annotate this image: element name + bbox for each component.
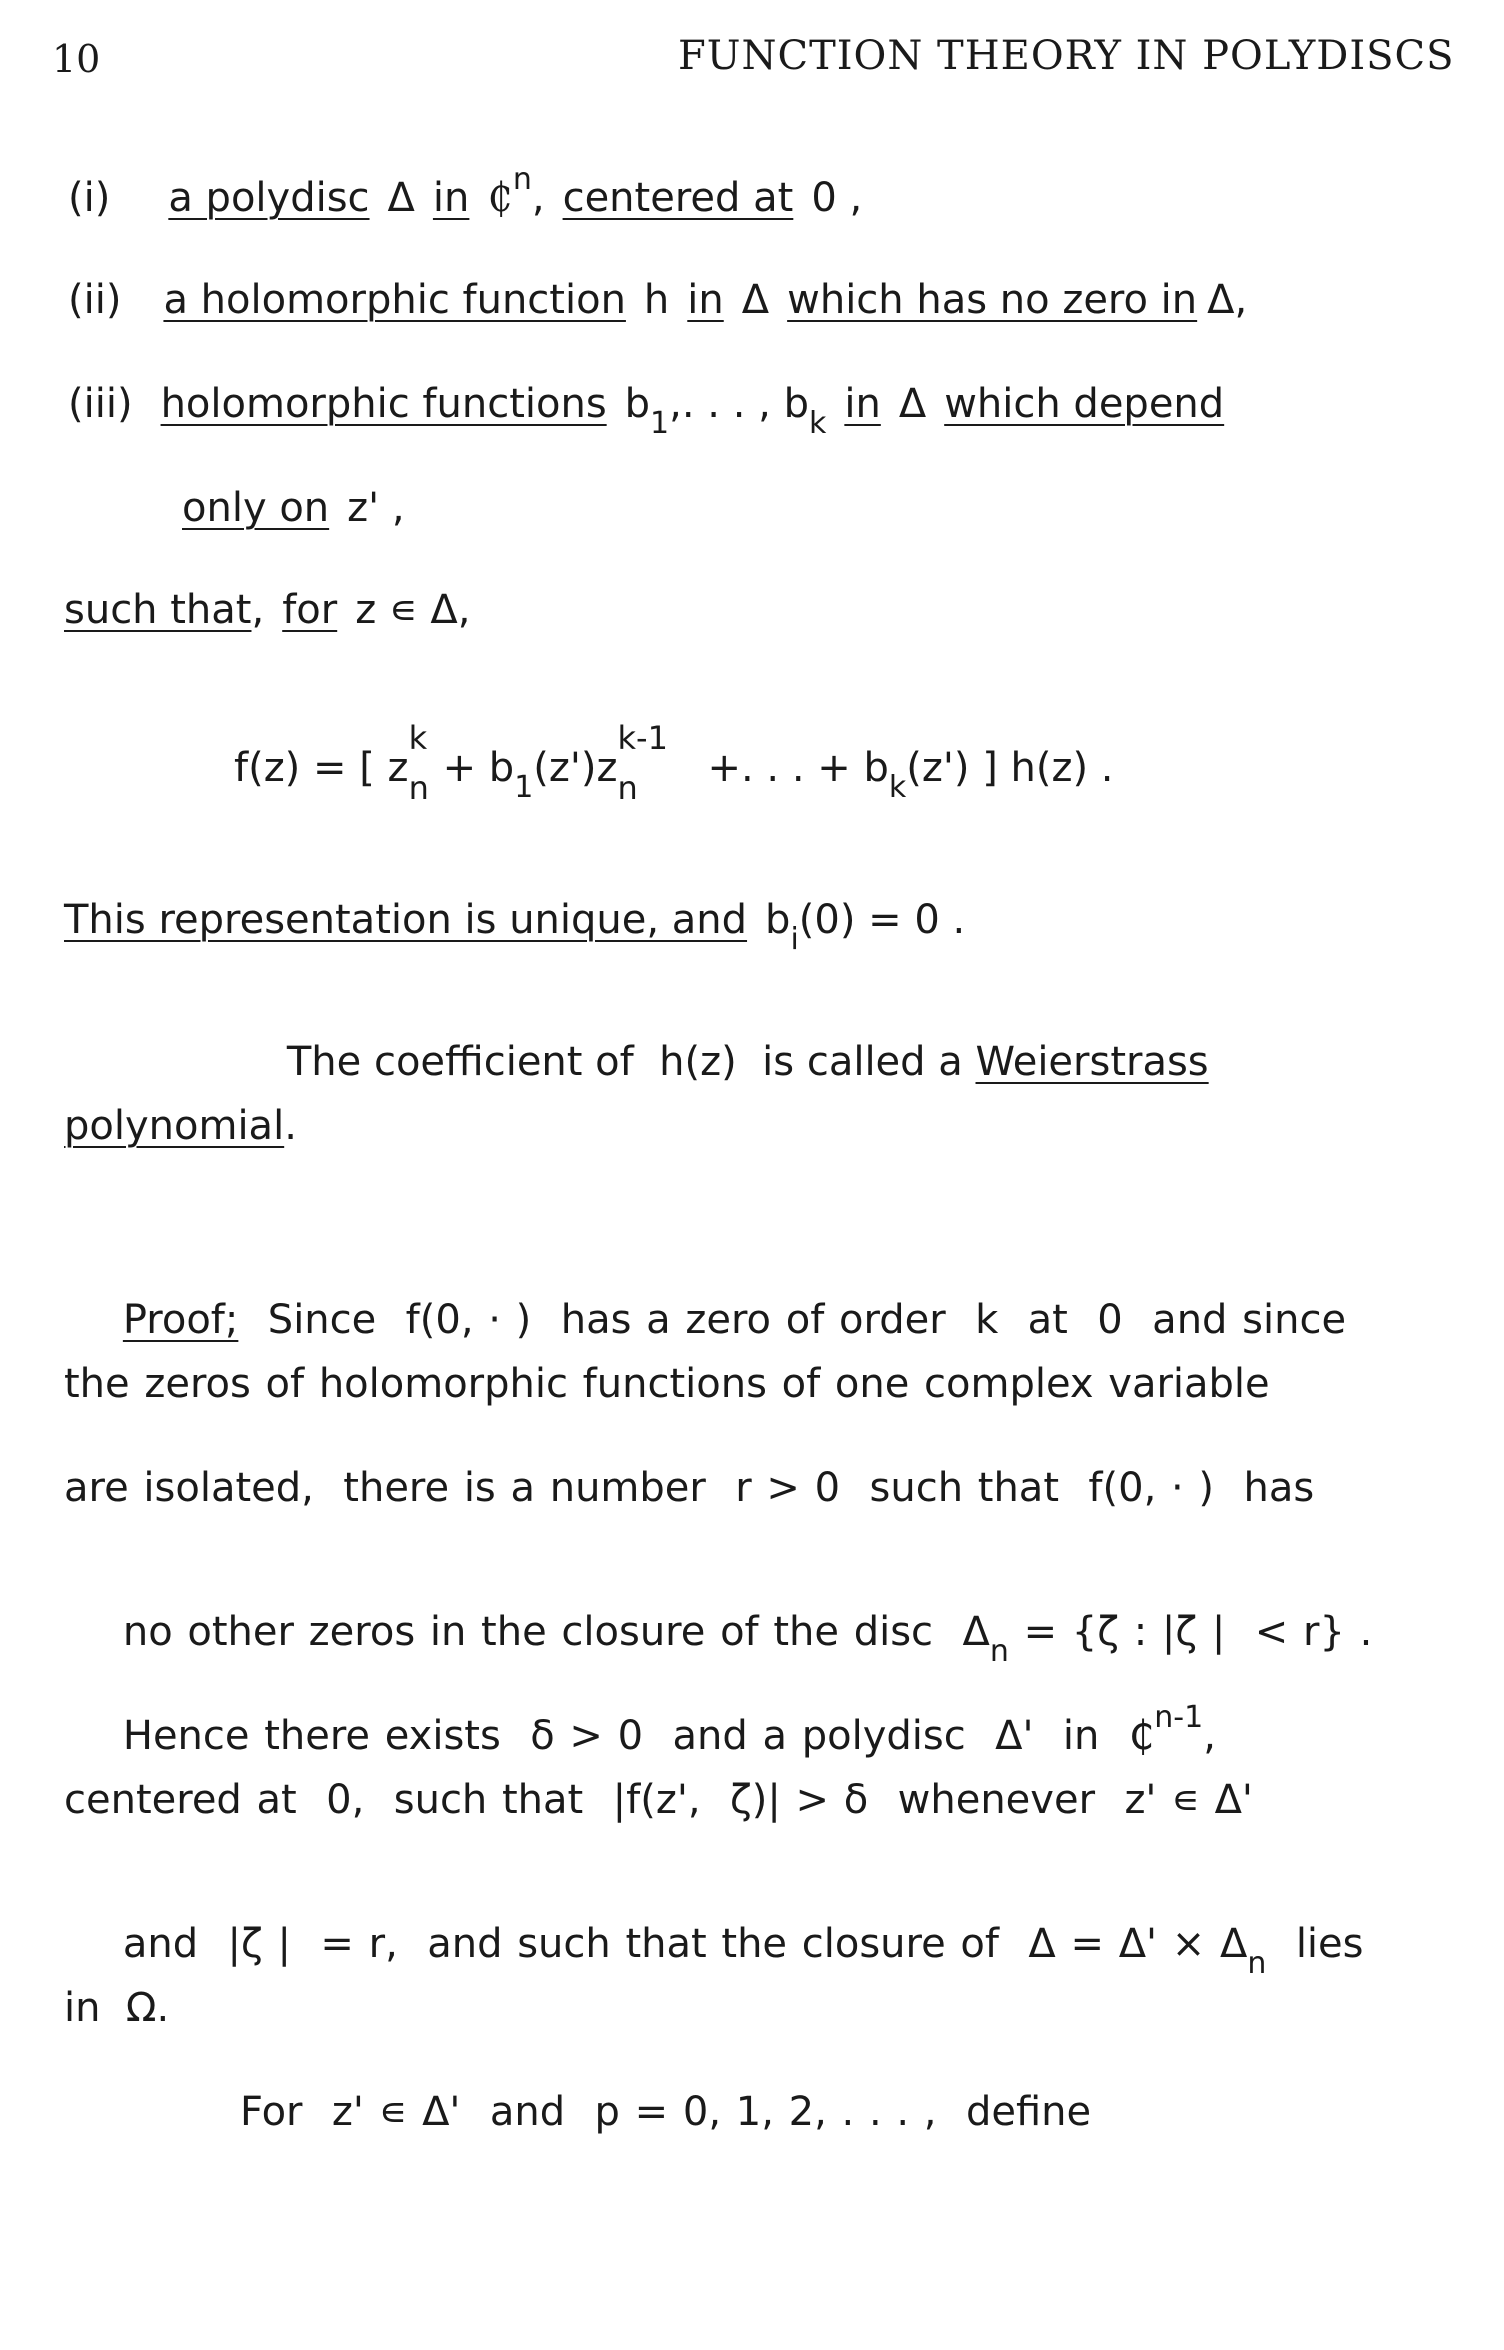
item-iii-text3: which depend bbox=[944, 381, 1225, 427]
z-in-delta: z ∊ Δ, bbox=[355, 587, 471, 633]
polynomial-term: polynomial bbox=[64, 1103, 285, 1149]
zn-k-script bbox=[408, 719, 443, 807]
delta-symbol: Δ bbox=[387, 175, 415, 221]
period: . bbox=[284, 1103, 297, 1149]
proof-text-5a: Hence there exists δ > 0 and a polydisc Δ' in ₵ bbox=[122, 1713, 1155, 1759]
item-i-zero: 0 , bbox=[811, 175, 863, 221]
subscript-n: n bbox=[617, 769, 638, 807]
proof-text-1: Since f(0, · ) has a zero of order k at 0 and since bbox=[267, 1297, 1347, 1343]
uniqueness-rest: (0) = 0 . bbox=[798, 897, 966, 943]
h-symbol: h bbox=[643, 277, 670, 323]
subscript-n: n bbox=[408, 769, 429, 807]
comma: , bbox=[531, 175, 545, 221]
item-iii-text4: only on bbox=[182, 485, 330, 531]
superscript-n: n bbox=[512, 162, 532, 197]
uniqueness-text: This representation is unique, and bbox=[64, 897, 748, 943]
complex-c-symbol: ₵ bbox=[487, 175, 513, 221]
b-symbol: b bbox=[624, 381, 651, 427]
definition-line-2 bbox=[64, 1103, 297, 1149]
superscript-k-minus-1: k-1 bbox=[617, 719, 668, 757]
definition-text: The coefficient of h(z) is called a bbox=[286, 1039, 963, 1085]
for-text: for bbox=[282, 587, 338, 633]
delta-symbol: Δ bbox=[898, 381, 927, 427]
superscript-n-minus-1: n-1 bbox=[1154, 1700, 1204, 1735]
proof-label: Proof; bbox=[122, 1297, 239, 1343]
zn-k1-script bbox=[617, 719, 707, 807]
item-ii bbox=[68, 277, 1248, 323]
item-i-text3: centered at bbox=[562, 175, 794, 221]
equation-part-e: (z') ] h(z) . bbox=[906, 745, 1114, 791]
proof-text-4b: = {ζ : |ζ | < r} . bbox=[1008, 1609, 1373, 1655]
item-ii-text1: a holomorphic function bbox=[163, 277, 626, 323]
item-iii-continuation bbox=[182, 485, 405, 531]
proof-text-7a: and |ζ | = r, and such that the closure of Δ = Δ' × Δ bbox=[122, 1921, 1248, 1967]
proof-line-3: are isolated, there is a number r > 0 such that f(0, · ) has bbox=[64, 1465, 1315, 1511]
z-prime: z' , bbox=[347, 485, 405, 531]
subscript-1: 1 bbox=[650, 406, 670, 441]
running-title: FUNCTION THEORY IN POLYDISCS bbox=[678, 33, 1455, 79]
such-that-line bbox=[64, 587, 471, 633]
equation-part-b: + b bbox=[442, 745, 515, 791]
item-ii-tail: Δ, bbox=[1207, 277, 1248, 323]
proof-line-4 bbox=[64, 1572, 1372, 1692]
item-i bbox=[68, 162, 863, 221]
proof-line-7 bbox=[64, 1884, 1364, 2004]
subscript-1: 1 bbox=[514, 770, 534, 805]
comma: , bbox=[1203, 1713, 1216, 1759]
b-sequence: ,. . . , b bbox=[669, 381, 809, 427]
comma: , bbox=[251, 587, 265, 633]
item-iii-text1: holomorphic functions bbox=[160, 381, 607, 427]
weierstrass-term: Weierstrass bbox=[975, 1039, 1209, 1085]
proof-line-2: the zeros of holomorphic functions of one complex variable bbox=[64, 1361, 1270, 1407]
proof-line-9: For z' ∊ Δ' and p = 0, 1, 2, . . . , define bbox=[240, 2089, 1092, 2135]
item-i-label: (i) bbox=[68, 175, 111, 221]
subscript-i: i bbox=[790, 922, 799, 957]
subscript-k: k bbox=[808, 406, 827, 441]
subscript-k: k bbox=[888, 770, 907, 805]
uniqueness-line bbox=[64, 897, 966, 957]
subscript-n: n bbox=[1247, 1946, 1267, 1981]
item-ii-label: (ii) bbox=[68, 277, 122, 323]
proof-line-6: centered at 0, such that |f(z', ζ)| > δ whenever z' ∊ Δ' bbox=[64, 1777, 1253, 1823]
equation-part-c: (z')z bbox=[533, 745, 618, 791]
page-number: 10 bbox=[52, 37, 101, 81]
item-iii-label: (iii) bbox=[68, 381, 133, 427]
item-ii-text2: in bbox=[687, 277, 724, 323]
proof-text-7b: lies bbox=[1266, 1921, 1364, 1967]
subscript-n: n bbox=[989, 1634, 1009, 1669]
item-ii-text3: which has no zero in bbox=[787, 277, 1198, 323]
weierstrass-equation bbox=[234, 719, 1114, 807]
delta-symbol: Δ bbox=[741, 277, 770, 323]
item-iii bbox=[68, 381, 1225, 441]
b-symbol: b bbox=[765, 897, 791, 943]
proof-text-4a: no other zeros in the closure of the disc Δ bbox=[122, 1609, 990, 1655]
definition-line-1 bbox=[236, 1002, 1209, 1122]
proof-line-8: in Ω. bbox=[64, 1985, 170, 2031]
equation-part-d: +. . . + b bbox=[707, 745, 889, 791]
equation-part-a: f(z) = [ z bbox=[234, 745, 409, 791]
item-i-text1: a polydisc bbox=[168, 175, 370, 221]
item-iii-text2: in bbox=[844, 381, 881, 427]
superscript-k: k bbox=[408, 719, 428, 757]
item-i-text2: in bbox=[432, 175, 470, 221]
such-that-text: such that bbox=[64, 587, 252, 633]
